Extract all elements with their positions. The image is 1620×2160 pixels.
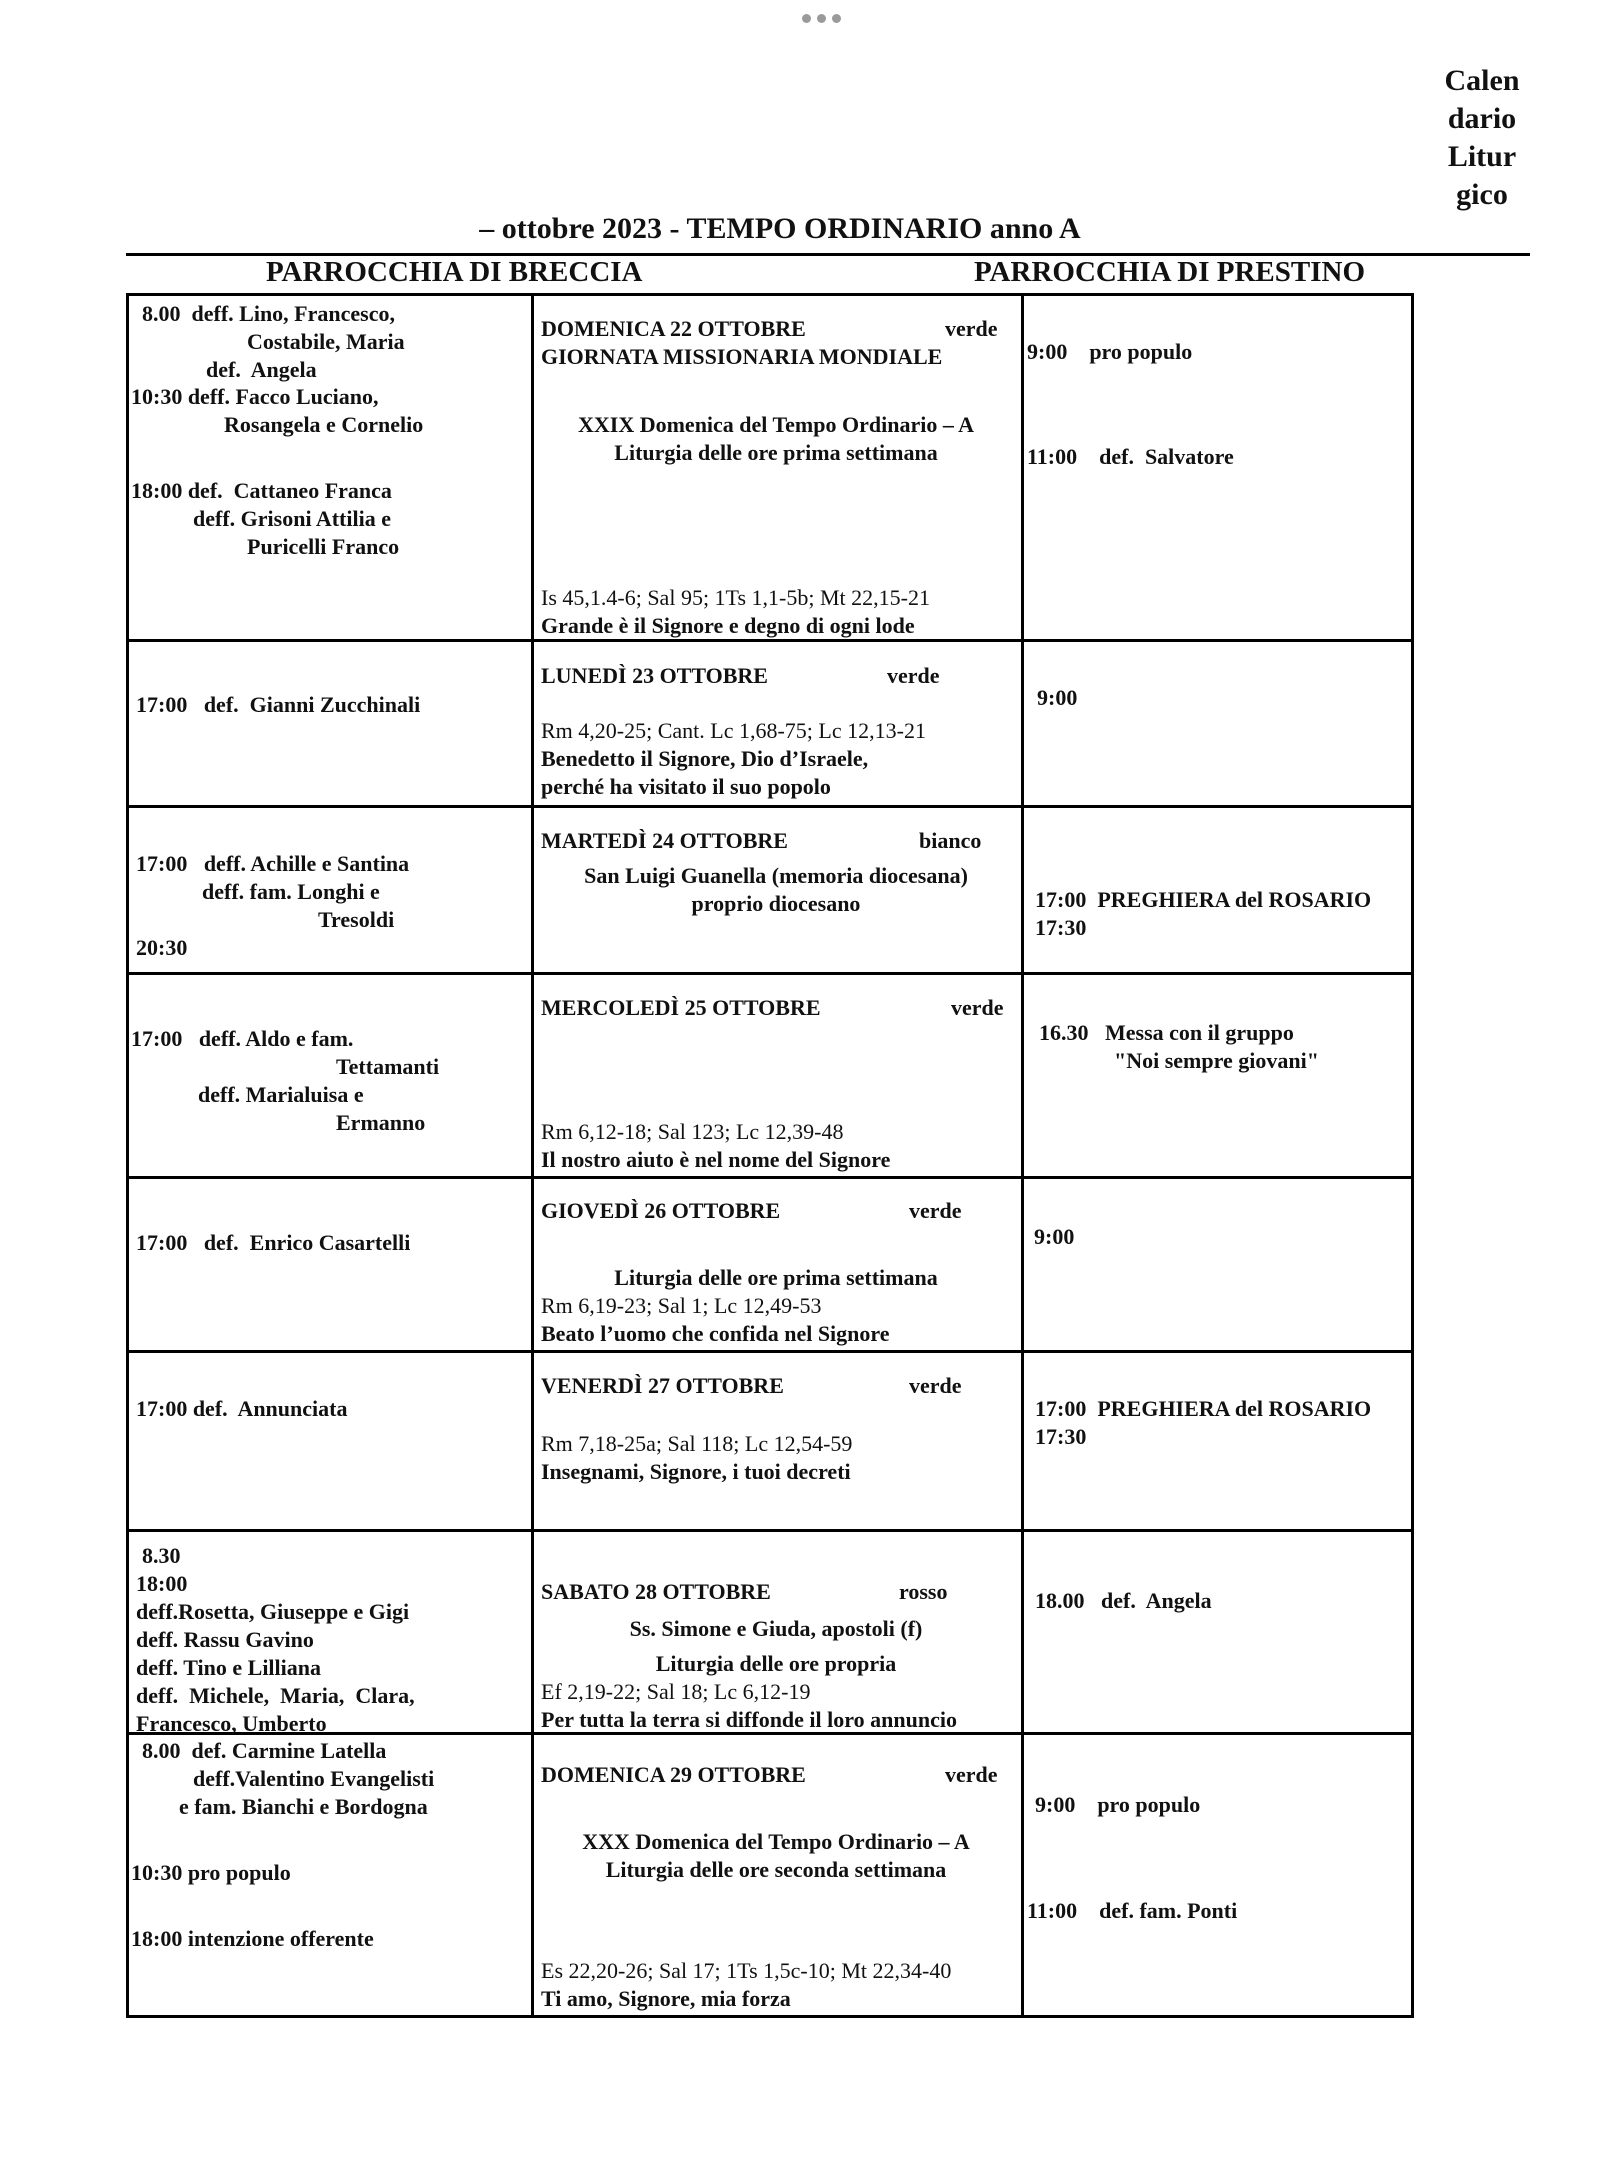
day-description: Liturgia delle ore prima settimana [614, 440, 938, 465]
liturgical-day: DOMENICA 22 OTTOBRE [541, 316, 806, 341]
day-description: San Luigi Guanella (memoria diocesana) [584, 863, 968, 888]
breccia-entry: 18:00 def. Cattaneo Franca [131, 478, 392, 503]
day-observance: GIORNATA MISSIONARIA MONDIALE [541, 344, 943, 369]
breccia-entry: Tettamanti [336, 1054, 440, 1079]
breccia-entry: 10:30 pro populo [131, 1860, 291, 1885]
breccia-entry: 17:00 deff. Aldo e fam. [131, 1026, 354, 1051]
breccia-entry: deff.Rosetta, Giuseppe e Gigi [136, 1599, 410, 1624]
readings: Is 45,1.4-6; Sal 95; 1Ts 1,1-5b; Mt 22,15-21 [541, 585, 930, 610]
liturgical-day: MERCOLEDÌ 25 OTTOBRE [541, 995, 821, 1020]
breccia-entry: def. Angela [206, 357, 317, 382]
readings: Rm 4,20-25; Cant. Lc 1,68-75; Lc 12,13-21 [541, 718, 926, 743]
page-title: – ottobre 2023 - TEMPO ORDINARIO anno A [479, 212, 1081, 245]
readings: Rm 6,19-23; Sal 1; Lc 12,49-53 [541, 1293, 822, 1318]
psalm-response: Insegnami, Signore, i tuoi decreti [541, 1459, 851, 1484]
breccia-entry: Rosangela e Cornelio [224, 412, 424, 437]
prestino-entry: 18.00 def. Angela [1035, 1588, 1212, 1613]
breccia-entry: 8.30 [142, 1543, 181, 1568]
breccia-entry: deff. Tino e Lilliana [136, 1655, 322, 1680]
corner-line: gico [1456, 178, 1508, 211]
breccia-entry: deff. fam. Longhi e [202, 879, 380, 904]
prestino-entry: 17:00 PREGHIERA del ROSARIO [1035, 1396, 1372, 1421]
readings: Rm 6,12-18; Sal 123; Lc 12,39-48 [541, 1119, 844, 1144]
psalm-response: Benedetto il Signore, Dio d’Israele, [541, 746, 869, 771]
readings: Es 22,20-26; Sal 17; 1Ts 1,5c-10; Mt 22,34-40 [541, 1958, 952, 1983]
liturgical-color: verde [945, 316, 998, 341]
breccia-entry: 10:30 deff. Facco Luciano, [131, 384, 379, 409]
prestino-entry: 9:00 pro populo [1027, 339, 1193, 364]
day-description: Ss. Simone e Giuda, apostoli (f) [629, 1616, 923, 1641]
breccia-entry: Puricelli Franco [247, 534, 400, 559]
day-description: Liturgia delle ore propria [655, 1651, 897, 1676]
parish-breccia-heading: PARROCCHIA DI BRECCIA [266, 256, 643, 288]
psalm-response: perché ha visitato il suo popolo [541, 774, 831, 799]
liturgical-day: MARTEDÌ 24 OTTOBRE [541, 828, 788, 853]
readings: Rm 7,18-25a; Sal 118; Lc 12,54-59 [541, 1431, 853, 1456]
liturgical-color: verde [945, 1762, 998, 1787]
liturgical-color: bianco [919, 828, 982, 853]
table-row [126, 808, 1414, 975]
liturgical-color: verde [887, 663, 940, 688]
table-row [126, 642, 1414, 808]
breccia-entry: Ermanno [336, 1110, 426, 1135]
prestino-entry: 9:00 [1034, 1224, 1075, 1249]
liturgical-day: DOMENICA 29 OTTOBRE [541, 1762, 806, 1787]
breccia-entry: Costabile, Maria [247, 329, 405, 354]
liturgical-day: VENERDÌ 27 OTTOBRE [541, 1373, 784, 1398]
calendar-corner-title [1422, 62, 1542, 214]
corner-line: Calen [1444, 64, 1520, 97]
day-description: XXX Domenica del Tempo Ordinario – A [582, 1829, 970, 1854]
prestino-entry: "Noi sempre giovani" [1114, 1048, 1319, 1073]
psalm-response: Ti amo, Signore, mia forza [541, 1986, 791, 2011]
window-menu-dots[interactable] [802, 14, 844, 24]
prestino-entry: 11:00 def. Salvatore [1027, 444, 1234, 469]
day-description: XXIX Domenica del Tempo Ordinario – A [577, 412, 975, 437]
liturgical-day: LUNEDÌ 23 OTTOBRE [541, 663, 768, 688]
prestino-entry: 16.30 Messa con il gruppo [1039, 1020, 1294, 1045]
liturgical-color: verde [909, 1198, 962, 1223]
psalm-response: Beato l’uomo che confida nel Signore [541, 1321, 890, 1346]
table-row [126, 1532, 1414, 1735]
corner-line: dario [1447, 102, 1517, 135]
calendar-table [126, 293, 1414, 2018]
liturgical-color: verde [951, 995, 1004, 1020]
breccia-entry: e fam. Bianchi e Bordogna [179, 1794, 428, 1819]
liturgical-color: rosso [899, 1579, 948, 1604]
table-row [126, 1735, 1414, 2018]
breccia-entry: 17:00 def. Enrico Casartelli [136, 1230, 411, 1255]
breccia-entry: 17:00 def. Gianni Zucchinali [136, 692, 421, 717]
breccia-entry: 8.00 deff. Lino, Francesco, [142, 301, 395, 326]
breccia-entry: Francesco, Umberto [136, 1711, 327, 1736]
prestino-entry: 9:00 pro populo [1035, 1792, 1201, 1817]
prestino-entry: 17:00 PREGHIERA del ROSARIO [1035, 887, 1372, 912]
breccia-entry: 17:00 deff. Achille e Santina [136, 851, 410, 876]
psalm-response: Per tutta la terra si diffonde il loro annuncio [541, 1707, 957, 1732]
prestino-entry: 17:30 [1035, 1424, 1087, 1449]
table-row [126, 293, 1414, 642]
liturgical-day: SABATO 28 OTTOBRE [541, 1579, 771, 1604]
psalm-response: Grande è il Signore e degno di ogni lode [541, 613, 915, 638]
prestino-entry: 17:30 [1035, 915, 1087, 940]
table-row [126, 975, 1414, 1179]
day-description: Liturgia delle ore prima settimana [614, 1265, 938, 1290]
day-description: proprio diocesano [691, 891, 861, 916]
psalm-response: Il nostro aiuto è nel nome del Signore [541, 1147, 891, 1172]
liturgical-color: verde [909, 1373, 962, 1398]
breccia-entry: 20:30 [136, 935, 188, 960]
breccia-entry: 18:00 [136, 1571, 188, 1596]
day-description: Liturgia delle ore seconda settimana [605, 1857, 947, 1882]
table-row [126, 1179, 1414, 1353]
breccia-entry: deff. Rassu Gavino [136, 1627, 314, 1652]
table-row [126, 1353, 1414, 1532]
breccia-entry: deff. Michele, Maria, Clara, [136, 1683, 415, 1708]
parish-prestino-heading: PARROCCHIA DI PRESTINO [974, 256, 1366, 288]
breccia-entry: deff.Valentino Evangelisti [193, 1766, 435, 1791]
readings: Ef 2,19-22; Sal 18; Lc 6,12-19 [541, 1679, 811, 1704]
breccia-entry: deff. Marialuisa e [198, 1082, 364, 1107]
breccia-entry: Tresoldi [318, 907, 395, 932]
breccia-entry: 18:00 intenzione offerente [131, 1926, 374, 1951]
corner-line: Litur [1447, 140, 1517, 173]
liturgical-day: GIOVEDÌ 26 OTTOBRE [541, 1198, 781, 1223]
prestino-entry: 11:00 def. fam. Ponti [1027, 1898, 1238, 1923]
prestino-entry: 9:00 [1037, 685, 1078, 710]
breccia-entry: deff. Grisoni Attilia e [193, 506, 391, 531]
breccia-entry: 8.00 def. Carmine Latella [142, 1738, 387, 1763]
breccia-entry: 17:00 def. Annunciata [136, 1396, 348, 1421]
